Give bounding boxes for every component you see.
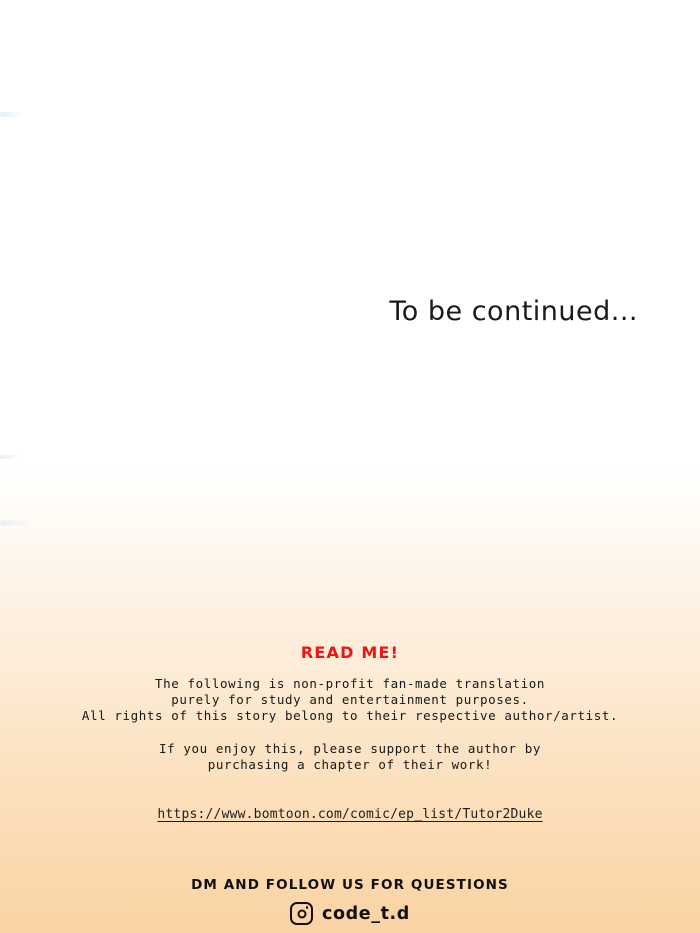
spacer xyxy=(0,724,700,741)
readme-line: purely for study and entertainment purposes. xyxy=(171,692,529,707)
to-be-continued-text: To be continued... xyxy=(389,296,638,327)
readme-line: All rights of this story belong to their respective author/artist. xyxy=(81,708,619,723)
instagram-icon[interactable] xyxy=(290,902,313,925)
readme-line: purchasing a chapter of their work! xyxy=(207,757,493,772)
social-handle-label[interactable]: code_t.d xyxy=(322,903,410,924)
source-url-link[interactable]: https://www.bomtoon.com/comic/ep_list/Tutor2Duke xyxy=(157,807,543,822)
readme-block xyxy=(0,643,700,773)
source-url-line xyxy=(0,807,700,822)
decorative-wisp xyxy=(0,520,30,526)
readme-title: READ ME! xyxy=(300,643,400,662)
decorative-wisp xyxy=(0,455,18,459)
readme-line: If you enjoy this, please support the author by xyxy=(159,741,541,756)
social-handle-row[interactable] xyxy=(0,902,700,925)
dm-prompt-text: DM AND FOLLOW US FOR QUESTIONS xyxy=(191,877,509,893)
readme-body xyxy=(0,676,700,773)
decorative-wisp xyxy=(0,112,22,117)
readme-line: The following is non-profit fan-made translation xyxy=(154,676,546,691)
